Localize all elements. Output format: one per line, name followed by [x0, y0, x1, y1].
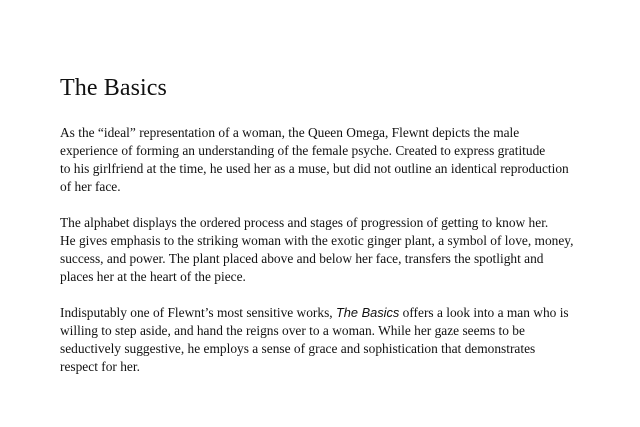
text-segment: offers a look into a man who is — [399, 305, 569, 320]
text-segment: Indisputably one of Flewnt’s most sensitive works, — [60, 305, 336, 320]
text-line: As the “ideal” representation of a woman, the Queen Omega, Flewnt depicts the male — [60, 125, 520, 140]
text-line: success, and power. The plant placed above and below her face, transfers the spotlight and — [60, 251, 544, 266]
paragraph-alphabet — [60, 214, 600, 286]
text-line: The alphabet displays the ordered process and stages of progression of getting to know her. — [60, 215, 549, 230]
text-line: respect for her. — [60, 359, 140, 374]
text-line: places her at the heart of the piece. — [60, 269, 246, 284]
text-line: to his girlfriend at the time, he used her as a muse, but did not outline an identical reproduction — [60, 161, 569, 176]
text-line: of her face. — [60, 179, 121, 194]
paragraph-intro — [60, 124, 600, 196]
paragraph-conclusion — [60, 304, 600, 376]
document-page — [60, 72, 600, 376]
text-line: willing to step aside, and hand the reigns over to a woman. While her gaze seems to be — [60, 323, 525, 338]
text-line: He gives emphasis to the striking woman with the exotic ginger plant, a symbol of love, money, — [60, 233, 574, 248]
text-line: seductively suggestive, he employs a sense of grace and sophistication that demonstrates — [60, 341, 536, 356]
artwork-title-emphasis: The Basics — [335, 305, 400, 320]
text-line: experience of forming an understanding of the female psyche. Created to express gratitude — [60, 143, 546, 158]
text-line — [60, 304, 600, 322]
document-title: The Basics — [60, 75, 167, 101]
